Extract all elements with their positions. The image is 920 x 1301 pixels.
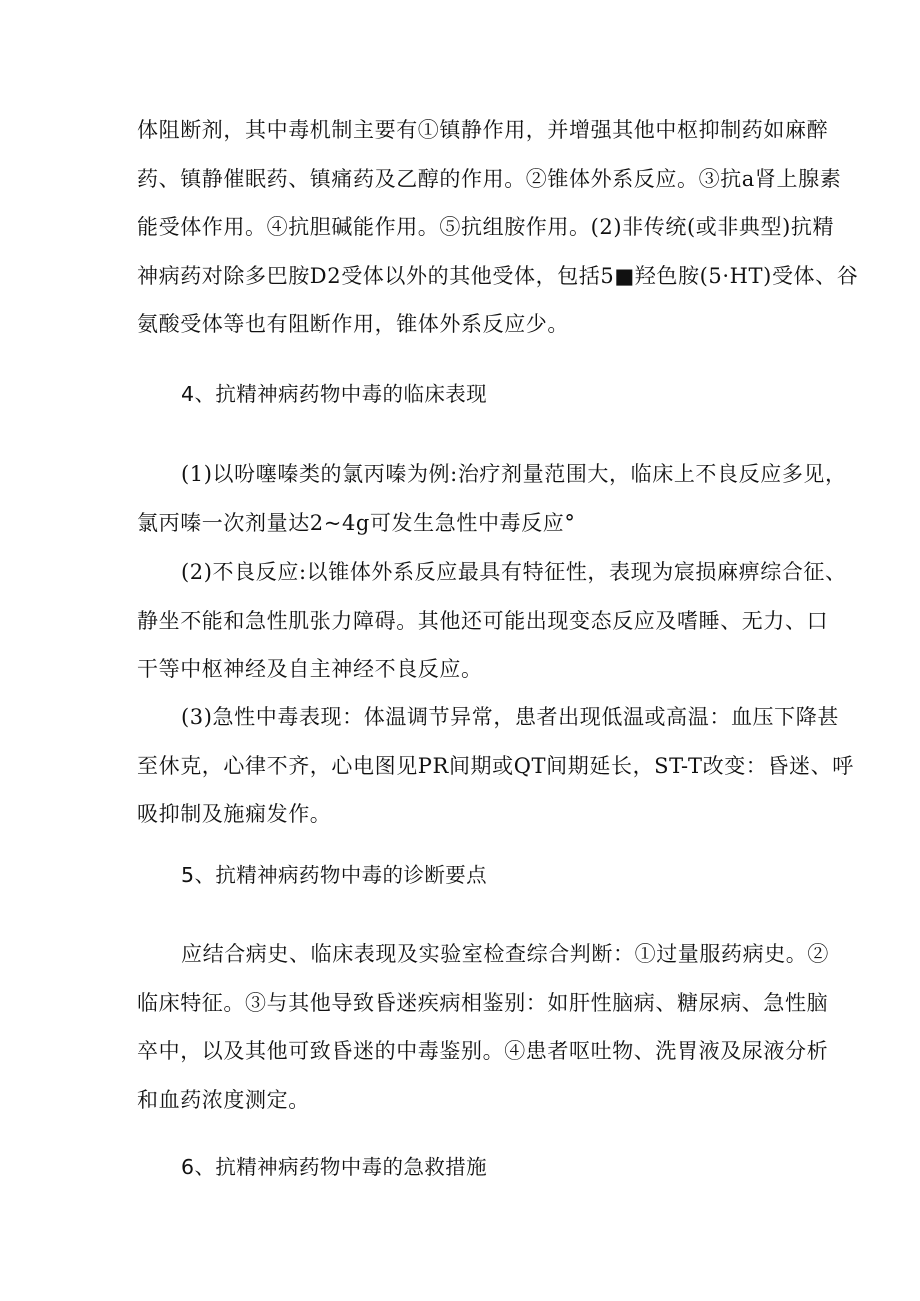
section-heading-emergency: 6、抗精神病药物中毒的急救措施 [181, 1155, 488, 1179]
mechanism-paragraph [137, 106, 859, 349]
paragraph-line: 临床特征。③与其他导致昏迷疾病相鉴别：如肝性脑病、糖尿病、急性脑 [137, 990, 829, 1015]
clinical-paragraph-2 [137, 548, 847, 694]
paragraph-line: 氨酸受体等也有阻断作用，锥体外系反应少。 [137, 312, 569, 336]
paragraph-line: 和血药浓度测定。 [137, 1087, 310, 1112]
section-heading-clinical: 4、抗精神病药物中毒的临床表现 [181, 382, 488, 406]
paragraph-line: 氯丙嗪一次剂量达2~4g可发生急性中毒反应° [137, 510, 576, 535]
paragraph-line: 静坐不能和急性肌张力障碍。其他还可能出现变态反应及嗜睡、无力、口 [137, 608, 829, 633]
paragraph-line: 药、镇静催眠药、镇痛药及乙醇的作用。②锥体外系反应。③抗a肾上腺素 [137, 166, 842, 191]
diagnosis-paragraph [137, 930, 829, 1124]
paragraph-line: 卒中，以及其他可致昏迷的中毒鉴别。④患者呕吐物、洗胃液及尿液分析 [137, 1039, 829, 1063]
paragraph-line: (1)以吩噻嗪类的氯丙嗪为例:治疗剂量范围大，临床上不良反应多见， [181, 462, 847, 486]
clinical-paragraph-1 [137, 450, 847, 547]
paragraph-line: 能受体作用。④抗胆碱能作用。⑤抗组胺作用。(2)非传统(或非典型)抗精 [137, 215, 835, 239]
paragraph-line: 干等中枢神经及自主神经不良反应。 [137, 657, 483, 681]
paragraph-line: 体阻断剂，其中毒机制主要有①镇静作用，并增强其他中枢抑制药如麻醉 [137, 118, 829, 142]
paragraph-line: (3)急性中毒表现：体温调节异常，患者出现低温或高温：血压下降甚 [181, 705, 839, 729]
section-heading-diagnosis: 5、抗精神病药物中毒的诊断要点 [181, 863, 488, 887]
paragraph-line: 神病药对除多巴胺D2受体以外的其他受体，包括5■羟色胺(5·HT)受体、谷 [137, 263, 859, 288]
clinical-paragraph-3 [137, 693, 854, 839]
paragraph-line: 至休克，心律不齐，心电图见PR间期或QT间期延长，ST-T改变：昏迷、呼 [137, 753, 854, 778]
paragraph-line: 应结合病史、临床表现及实验室检查综合判断：①过量服药病史。② [181, 942, 829, 966]
paragraph-line: 吸抑制及施痫发作。 [137, 802, 332, 826]
paragraph-line: (2)不良反应:以锥体外系反应最具有特征性，表现为宸损麻痹综合征、 [181, 560, 847, 584]
